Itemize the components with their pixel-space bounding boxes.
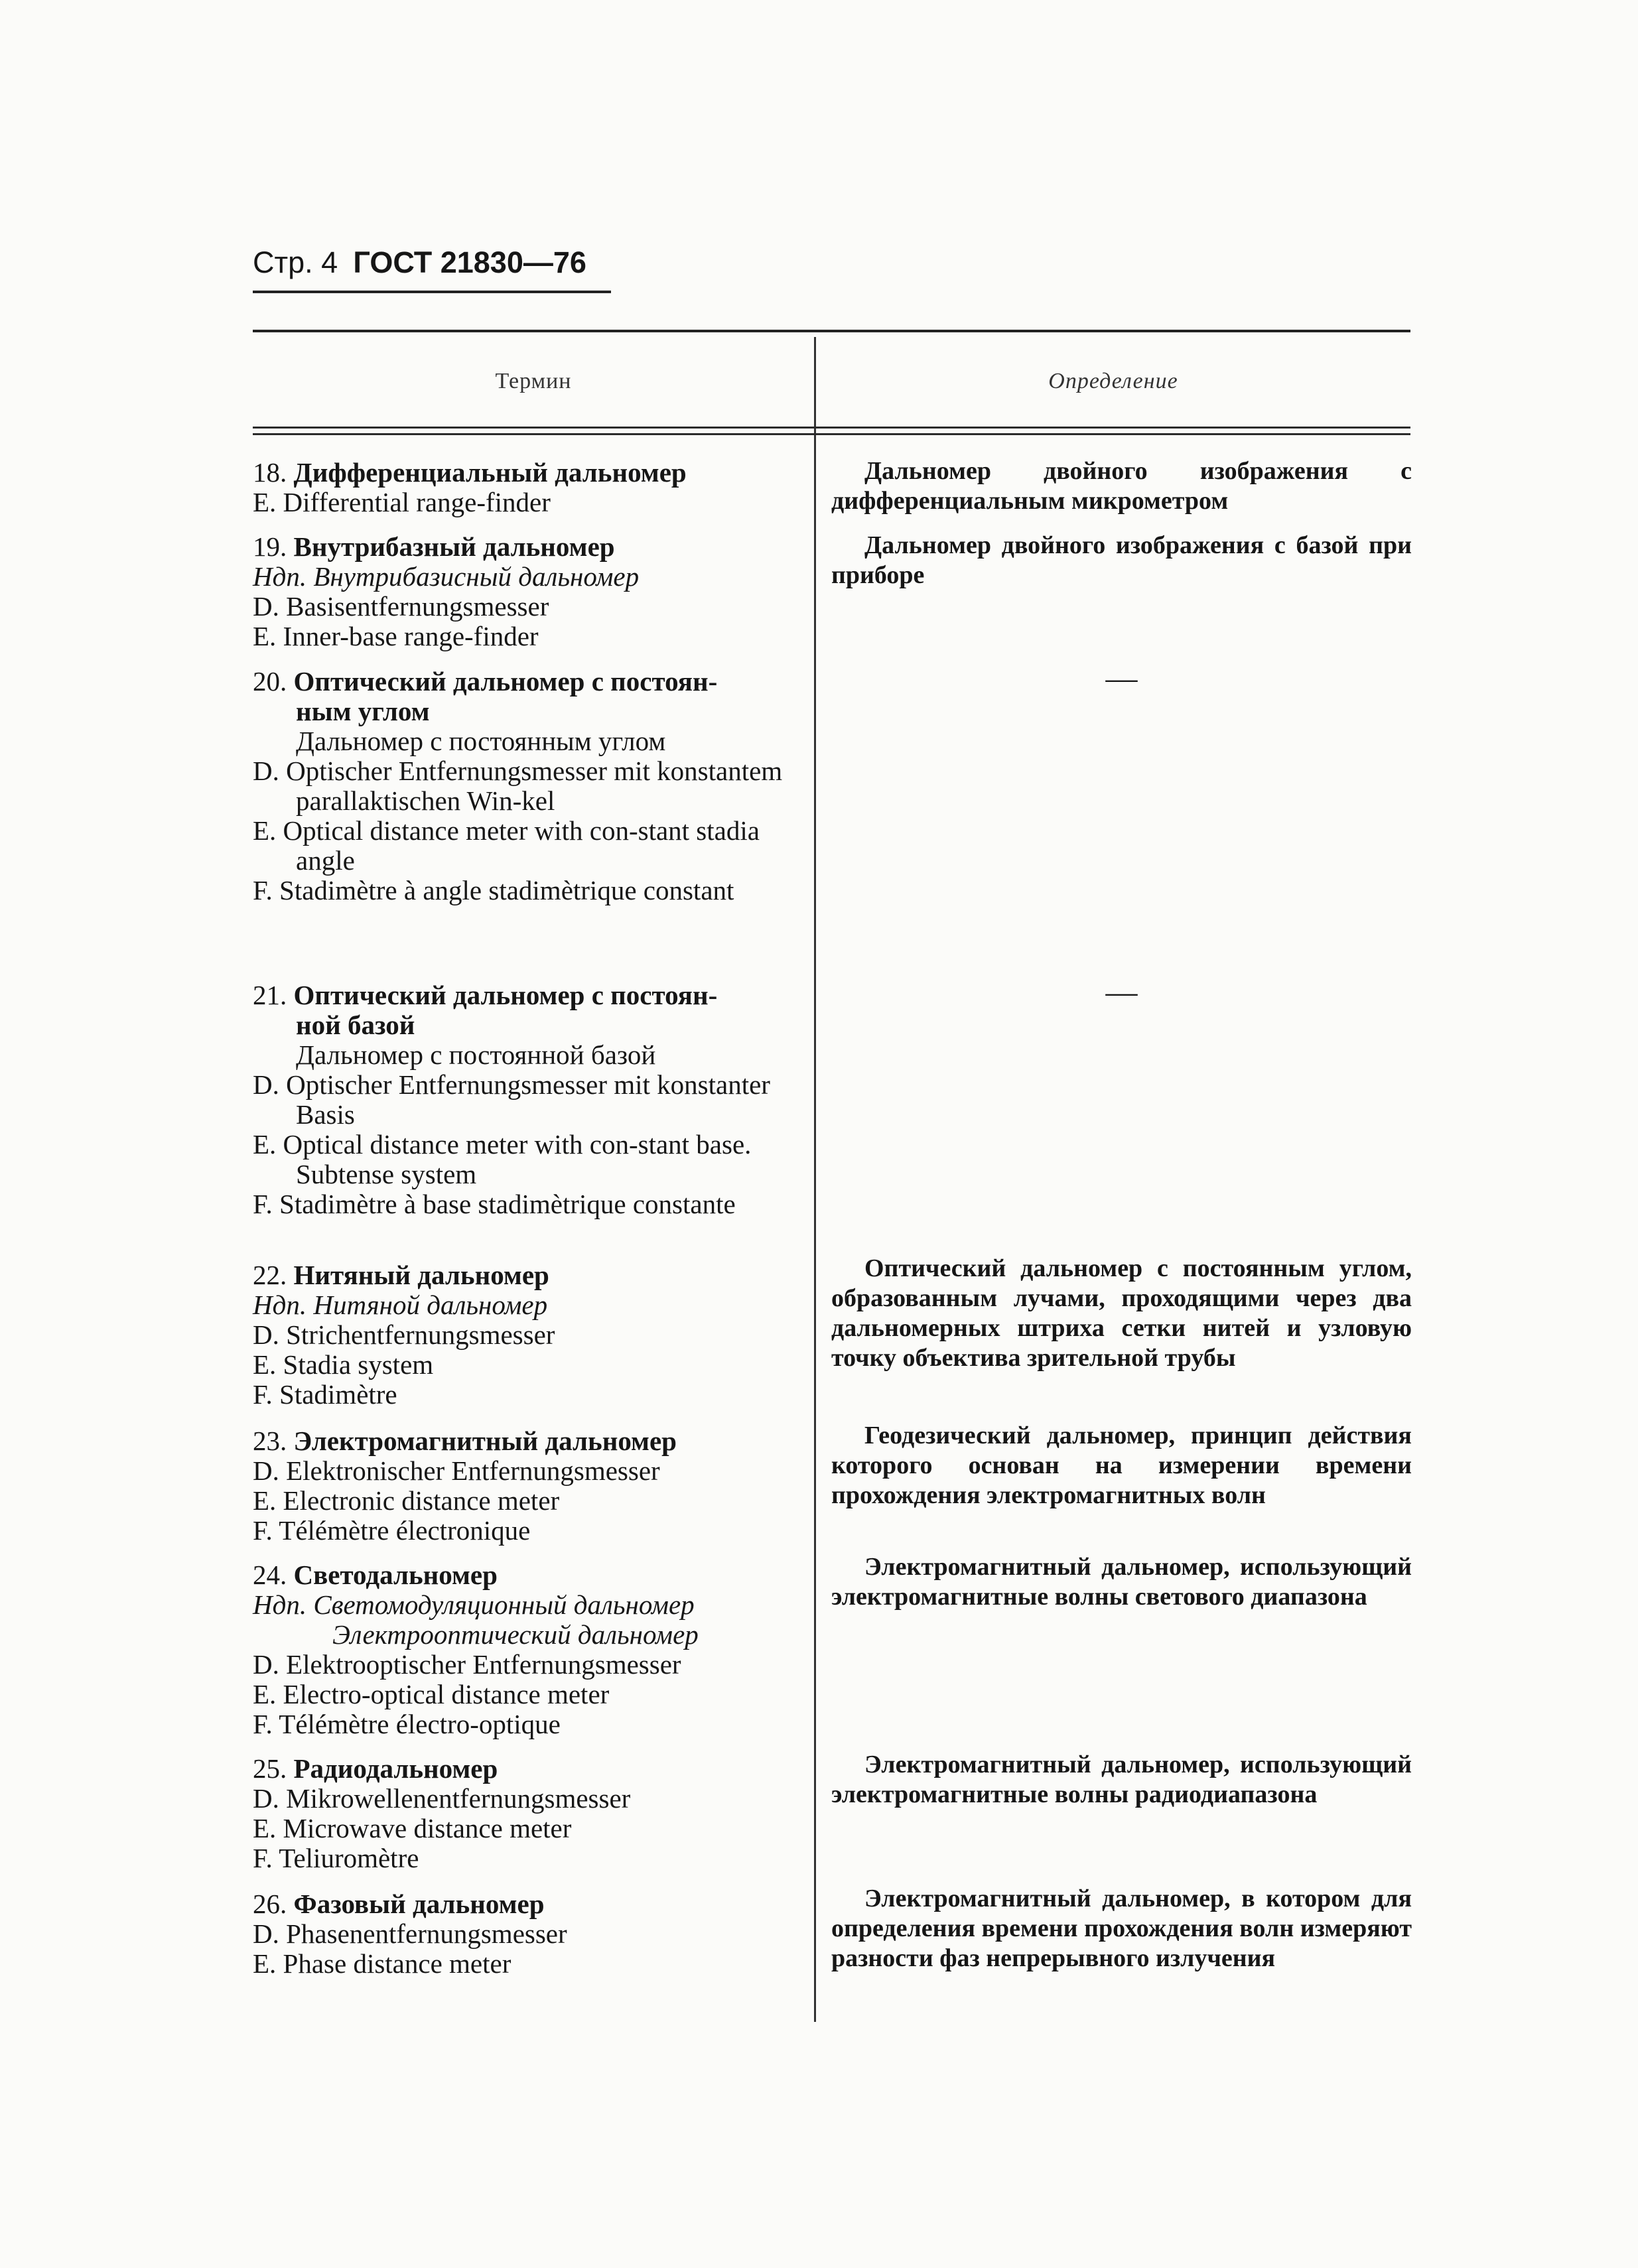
column-divider [814,337,816,2022]
term-synonym: Дальномер с постоянной базой [296,1039,656,1070]
definition-cell: Дальномер двойного изображения с базой при приборе [831,531,1412,589]
term-heading-cont: ным углом [296,696,430,726]
definition-cell: Электромагнитный дальномер, в котором для определения времени прохождения волн измеряют разности фаз непрерывного излучения [831,1885,1412,1972]
term-heading: 25. Радиодальномер [253,1753,498,1784]
column-header-term: Термин [495,369,572,393]
term-heading: 20. Оптический дальномер с постоян- [253,666,718,697]
term-de: D. Elektrooptischer Entfernungsmesser [253,1649,681,1680]
term-fr: F. Télémètre électronique [253,1515,531,1546]
term-de: D. Mikrowellenentfernungsmesser [253,1783,631,1814]
term-en: E. Electro-optical distance meter [253,1679,610,1709]
page-header [253,245,586,280]
header-underline [253,291,611,293]
term-cell [253,458,790,517]
term-en: E. Phase distance meter [253,1948,512,1979]
term-heading: 26. Фазовый дальномер [253,1889,545,1919]
term-de: D. Optischer Entfernungsmesser mit konstanter Basis [253,1069,770,1130]
definition-cell: Оптический дальномер с постоянным углом, образованным лучами, проходящими через два дальномерных штриха сетки нитей и узловую точку объектива зрительной трубы [831,1254,1412,1372]
term-fr: F. Télémètre électro-optique [253,1709,561,1739]
term-en: E. Optical distance meter with con-stant stadia angle [253,815,760,876]
term-de: D. Elektronischer Entfernungsmesser [253,1455,660,1486]
definition-cell: Геодезический дальномер, принцип действия которого основан на измерении времени прохождения электромагнитных волн [831,1422,1412,1509]
standard-title: ГОСТ 21830—76 [353,245,586,279]
term-en: E. Differential range-finder [253,487,551,517]
term-en: E. Optical distance meter with con-stant base. Subtense system [253,1129,752,1189]
term-cell [253,532,790,651]
term-not-allowed: Ндп. Светомодуляционный дальномер [253,1589,695,1620]
term-fr: F. Stadimètre à angle stadimètrique constant [253,875,734,905]
header-double-rule-bottom [253,433,1410,435]
definition-cell: — [1105,974,1138,1010]
term-fr: F. Stadimètre à base stadimètrique constante [253,1189,736,1219]
definition-cell: Электромагнитный дальномер, использующий электромагнитные волны радиодиапазона [831,1751,1412,1808]
term-cell [253,1560,790,1739]
definition-cell: Электромагнитный дальномер, использующий электромагнитные волны светового диапазона [831,1553,1412,1611]
term-cell [253,1426,790,1546]
term-de: D. Strichentfernungsmesser [253,1319,555,1350]
term-en: E. Stadia system [253,1349,434,1380]
term-de: D. Optischer Entfernungsmesser mit konstantem parallaktischen Win-kel [253,756,783,816]
header-double-rule-top [253,427,1410,429]
term-not-allowed: Ндп. Внутрибазисный дальномер [253,561,640,592]
term-heading: 18. Дифференциальный дальномер [253,457,687,488]
term-fr: F. Teliuromètre [253,1843,419,1873]
term-heading: 24. Светодальномер [253,1560,498,1590]
table-top-rule [253,330,1410,332]
page-number: Стр. 4 [253,245,338,279]
column-header-definition: Определение [1048,369,1178,393]
term-heading: 22. Нитяный дальномер [253,1260,549,1290]
term-heading: 21. Оптический дальномер с постоян- [253,980,718,1010]
term-cell [253,980,790,1219]
term-heading: 23. Электромагнитный дальномер [253,1426,677,1456]
term-en: E. Microwave distance meter [253,1813,572,1843]
term-synonym: Дальномер с постоянным углом [296,726,666,756]
term-cell [253,667,790,905]
term-cell [253,1889,790,1979]
term-cell [253,1260,790,1410]
term-en: E. Electronic distance meter [253,1485,560,1516]
term-en: E. Inner-base range-finder [253,621,539,651]
term-heading: 19. Внутрибазный дальномер [253,531,615,562]
definition-cell: Дальномер двойного изображения с дифференциальным микрометром [831,457,1412,515]
term-not-allowed-2: Электрооптический дальномер [332,1619,699,1650]
term-not-allowed: Ндп. Нитяной дальномер [253,1290,548,1320]
term-heading-cont: ной базой [296,1010,415,1040]
term-de: D. Basisentfernungsmesser [253,591,549,622]
term-cell [253,1754,790,1873]
term-de: D. Phasenentfernungsmesser [253,1918,567,1949]
term-fr: F. Stadimètre [253,1379,397,1410]
definition-cell: — [1105,661,1138,696]
